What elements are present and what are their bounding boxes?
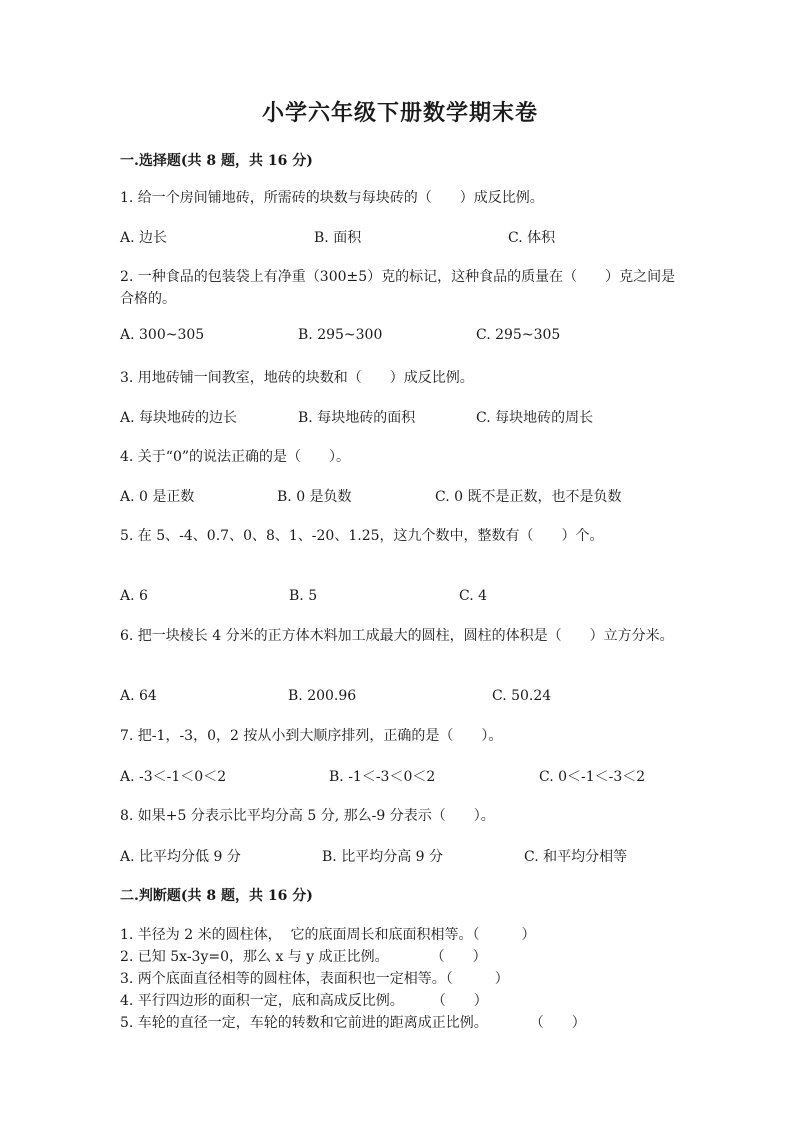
- options-6: [120, 688, 680, 710]
- question-6: 6. 把一块棱长 4 分米的正方体木料加工成最大的圆柱，圆柱的体积是（ ）立方分米。: [120, 628, 674, 644]
- option-c[interactable]: C. 每块地砖的周长: [476, 410, 594, 426]
- option-b[interactable]: B. 面积: [314, 230, 362, 246]
- option-b[interactable]: B. 295~300: [298, 327, 383, 343]
- option-a[interactable]: A. 边长: [120, 230, 168, 246]
- option-a[interactable]: A. 64: [120, 688, 157, 704]
- question-2: 2. 一种食品的包装袋上有净重（300±5）克的标记，这种食品的质量在（ ）克之间是合格的。: [120, 269, 676, 307]
- option-a[interactable]: A. 每块地砖的边长: [120, 410, 238, 426]
- option-b[interactable]: B. 5: [289, 588, 318, 604]
- option-a[interactable]: A. 300~305: [120, 327, 205, 343]
- option-b[interactable]: B. 比平均分高 9 分: [322, 849, 443, 865]
- question-3: 3. 用地砖铺一间教室，地砖的块数和（ ）成反比例。: [120, 370, 474, 386]
- question-8: 8. 如果+5 分表示比平均分高 5 分, 那么-9 分表示（ ）。: [120, 808, 495, 824]
- option-a[interactable]: A. 6: [120, 588, 148, 604]
- option-c[interactable]: C. 295~305: [476, 327, 561, 343]
- option-c[interactable]: C. 0 既不是正数，也不是负数: [435, 489, 622, 505]
- judgment-item: 2. 已知 5x-3y=0，那么 x 与 y 成正比例。 （ ）: [120, 949, 487, 965]
- option-a[interactable]: A. -3＜-1＜0＜2: [120, 769, 227, 785]
- option-a[interactable]: A. 0 是正数: [120, 489, 195, 505]
- judgment-list: [120, 924, 680, 1034]
- option-c[interactable]: C. 和平均分相等: [524, 849, 628, 865]
- options-7: [120, 766, 680, 788]
- option-a[interactable]: A. 比平均分低 9 分: [120, 849, 241, 865]
- question-1: 1. 给一个房间铺地砖，所需砖的块数与每块砖的（ ）成反比例。: [120, 190, 544, 206]
- option-c[interactable]: C. 4: [459, 588, 488, 604]
- option-b[interactable]: B. 0 是负数: [277, 489, 352, 505]
- page-title: 小学六年级下册数学期末卷: [261, 100, 538, 126]
- options-4: [120, 486, 680, 508]
- section-heading-judgment: 二.判断题(共 8 题，共 16 分): [120, 888, 313, 904]
- judgment-item: 3. 两个底面直径相等的圆柱体，表面积也一定相等。（ ）: [120, 971, 509, 987]
- section-heading-choice: 一.选择题(共 8 题，共 16 分): [120, 153, 313, 169]
- option-c[interactable]: C. 0＜-1＜-3＜2: [539, 769, 646, 785]
- question-7: 7. 把-1，-3，0，2 按从小到大顺序排列，正确的是（ ）。: [120, 728, 503, 744]
- option-b[interactable]: B. 200.96: [288, 688, 357, 704]
- options-2: [120, 327, 680, 349]
- option-c[interactable]: C. 50.24: [492, 688, 552, 704]
- options-3: [120, 407, 680, 429]
- judgment-item: 1. 半径为 2 米的圆柱体， 它的底面周长和底面积相等。（ ）: [120, 927, 536, 943]
- options-8: [120, 846, 680, 868]
- option-c[interactable]: C. 体积: [508, 230, 556, 246]
- option-b[interactable]: B. 每块地砖的面积: [298, 410, 416, 426]
- judgment-item: 4. 平行四边形的面积一定，底和高成反比例。 （ ）: [120, 993, 488, 1009]
- question-5: 5. 在 5、-4、0.7、0、8、1、-20、1.25，这九个数中，整数有（ ）个。: [120, 528, 604, 544]
- options-1: [120, 227, 680, 249]
- option-b[interactable]: B. -1＜-3＜0＜2: [329, 769, 436, 785]
- options-5: [120, 588, 680, 610]
- question-4: 4. 关于“0”的说法正确的是（ ）。: [120, 449, 351, 465]
- judgment-item: 5. 车轮的直径一定，车轮的转数和它前进的距离成正比例。 （ ）: [120, 1015, 586, 1031]
